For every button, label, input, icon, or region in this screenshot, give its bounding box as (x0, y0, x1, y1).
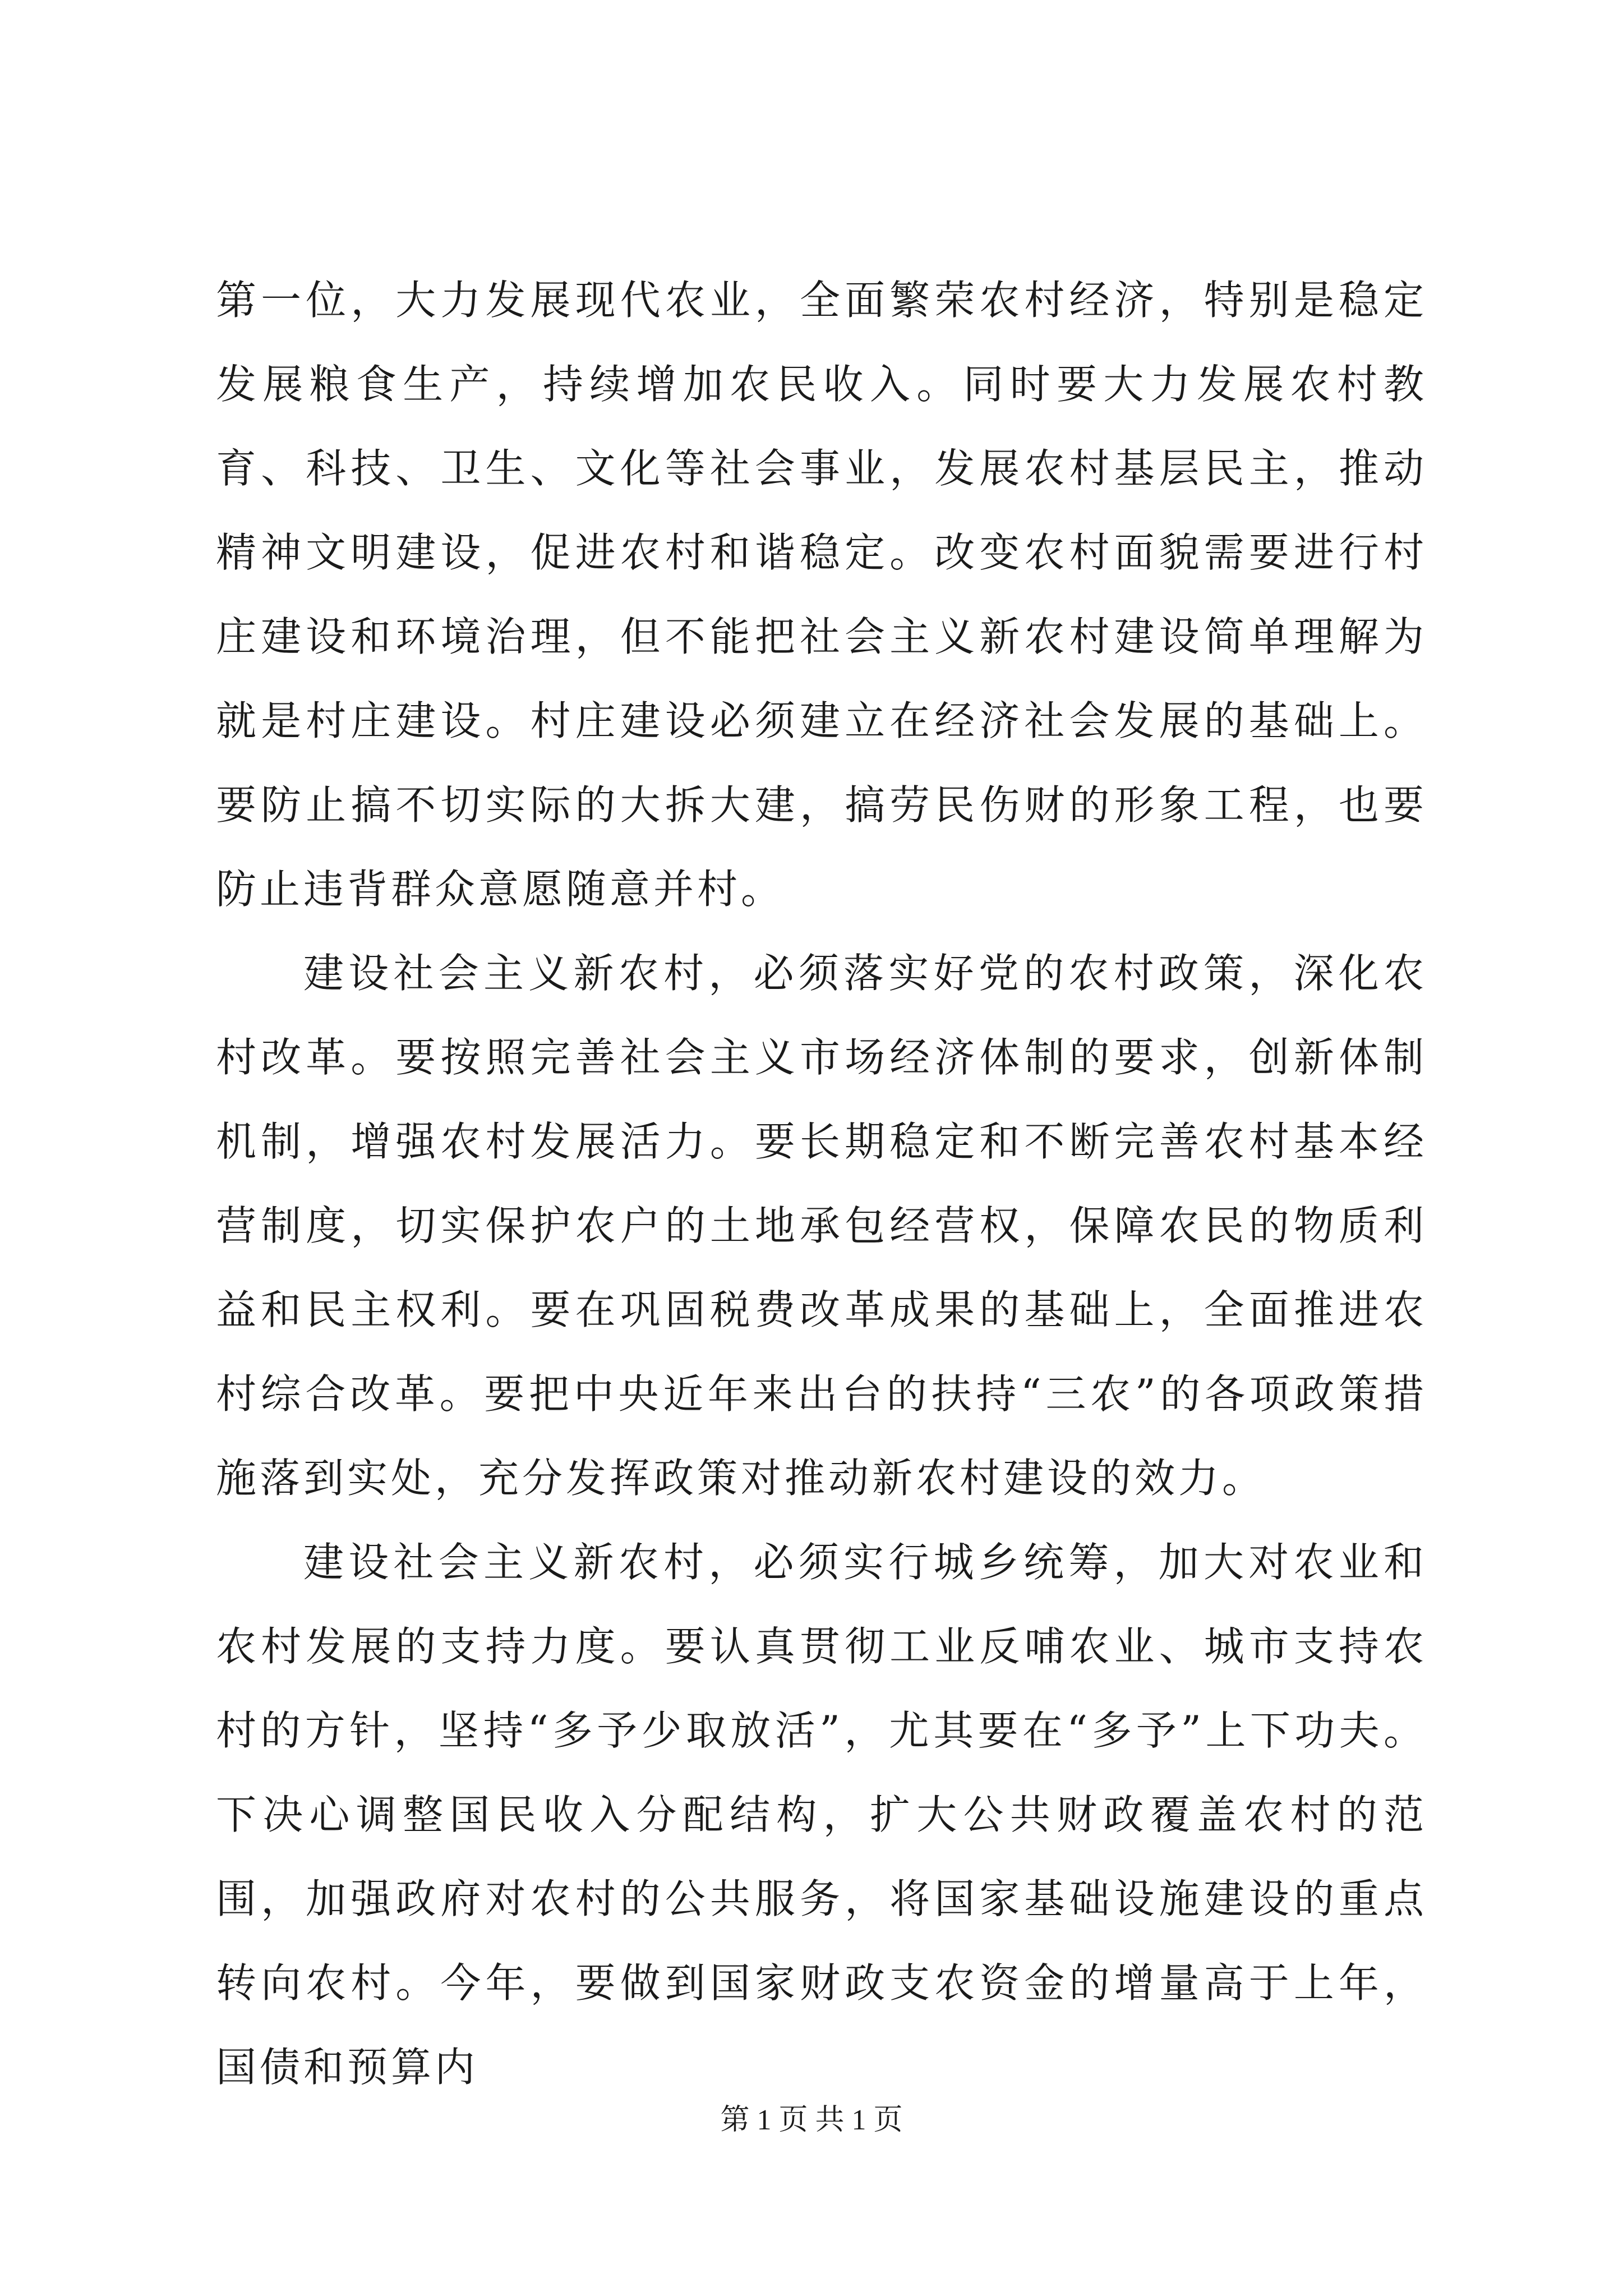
page-footer: 第 1 页 共 1 页 (720, 2104, 903, 2136)
document-body (216, 258, 1427, 2109)
paragraph-1: 第一位，大力发展现代农业，全面繁荣农村经济，特别是稳定发展粮食生产，持续增加农民收入。同时要大力发展农村教育、科技、卫生、文化等社会事业，发展农村基层民主，推动精神文明建设，促进农村和谐稳定。改变农村面貌需要进行村庄建设和环境治理，但不能把社会主义新农村建设简单理解为就是村庄建设。村庄建设必须建立在经济社会发展的基础上。要防止搞不切实际的大拆大建，搞劳民伤财的形象工程，也要防止违背群众意愿随意并村。 (216, 277, 1427, 913)
paragraph-2: 建设社会主义新农村，必须落实好党的农村政策，深化农村改革。要按照完善社会主义市场经济体制的要求，创新体制机制，增强农村发展活力。要长期稳定和不断完善农村基本经营制度，切实保护农户的土地承包经营权，保障农民的物质利益和民主权利。要在巩固税费改革成果的基础上，全面推进农村综合改革。要把中央近年来出台的扶持“三农”的各项政策措施落到实处，充分发挥政策对推动新农村建设的效力。 (216, 950, 1427, 1502)
paragraph-3: 建设社会主义新农村，必须实行城乡统筹，加大对农业和农村发展的支持力度。要认真贯彻工业反哺农业、城市支持农村的方针，坚持“多予少取放活”，尤其要在“多予”上下功夫。下决心调整国民收入分配结构，扩大公共财政覆盖农村的范围，加强政府对农村的公共服务，将国家基础设施建设的重点转向农村。今年，要做到国家财政支农资金的增量高于上年，国债和预算内 (216, 1539, 1427, 2091)
